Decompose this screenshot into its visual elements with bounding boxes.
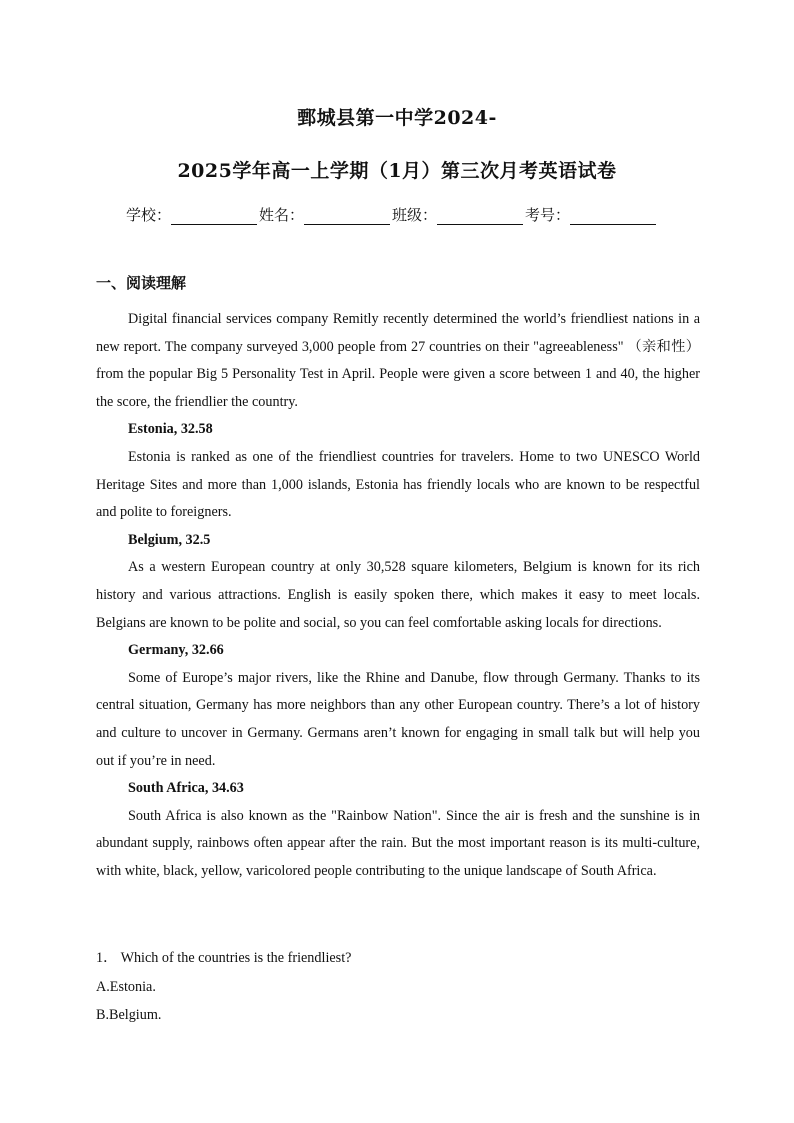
school-label: 学校： [126, 206, 172, 224]
country-heading-south-africa: South Africa, 34.63 [128, 780, 244, 797]
exam-number-blank[interactable] [570, 207, 656, 225]
class-blank[interactable] [437, 207, 523, 225]
option-a[interactable]: A.Estonia. [96, 978, 156, 995]
exam-title-line-1: 鄄城县第一中学2024- [297, 107, 497, 129]
section-title: 一、阅读理解 [96, 274, 187, 292]
passage-intro: Digital financial services company Remitly recently determined the world’s friendliest nations in a new report. The company surveyed 3,000 people from 27 countries on their "agreeableness" （亲和性） from the popular Big 5 Personality Test in April. People were given a score between 1 and 40, the higher the score, the friendlier the country. [96, 311, 700, 410]
country-text-belgium: As a western European country at only 30,528 square kilometers, Belgium is known for its rich history and various attractions. English is easily spoken there, which makes it easy to meet locals. Belgians are known to be polite and social, so you can feel comfortable asking locals for directions. [96, 559, 700, 631]
option-b[interactable]: B.Belgium. [96, 1007, 162, 1023]
country-text-germany: Some of Europe’s major rivers, like the Rhine and Danube, flow through Germany. Thanks to its central situation, Germany has more neighbors than any other European country. There’s a lot of history and culture to uncover in Germany. Germans aren’t known for engaging in small talk but will help you out if you’re in need. [96, 669, 700, 769]
name-blank[interactable] [304, 207, 390, 225]
school-blank[interactable] [171, 207, 257, 225]
country-text-estonia: Estonia is ranked as one of the friendliest countries for travelers. Home to two UNESCO World Heritage Sites and more than 1,000 islands, Estonia has friendly locals who are known to be respectful and polite to foreigners. [96, 448, 700, 521]
class-label: 班级： [392, 206, 438, 224]
country-heading-belgium: Belgium, 32.5 [128, 531, 211, 548]
exam-title-line-2: 2025学年高一上学期（1月）第三次月考英语试卷 [177, 160, 617, 182]
country-heading-germany: Germany, 32.66 [128, 642, 224, 659]
question-1 [96, 944, 700, 1030]
exam-number-label: 考号： [525, 206, 571, 224]
country-heading-estonia: Estonia, 32.58 [128, 421, 213, 438]
country-text-south-africa: South Africa is also known as the "Rainbow Nation". Since the air is fresh and the sunshine is in abundant supply, rainbows often appear after the rain. But the most important reason is its multi-culture, with white, black, yellow, varicolored people contributing to the unique landscape of South Africa. [96, 807, 700, 879]
question-stem: 1． Which of the countries is the friendliest? [96, 950, 352, 966]
reading-passage [96, 306, 700, 885]
student-info-row [126, 204, 686, 225]
name-label: 姓名： [259, 206, 305, 224]
